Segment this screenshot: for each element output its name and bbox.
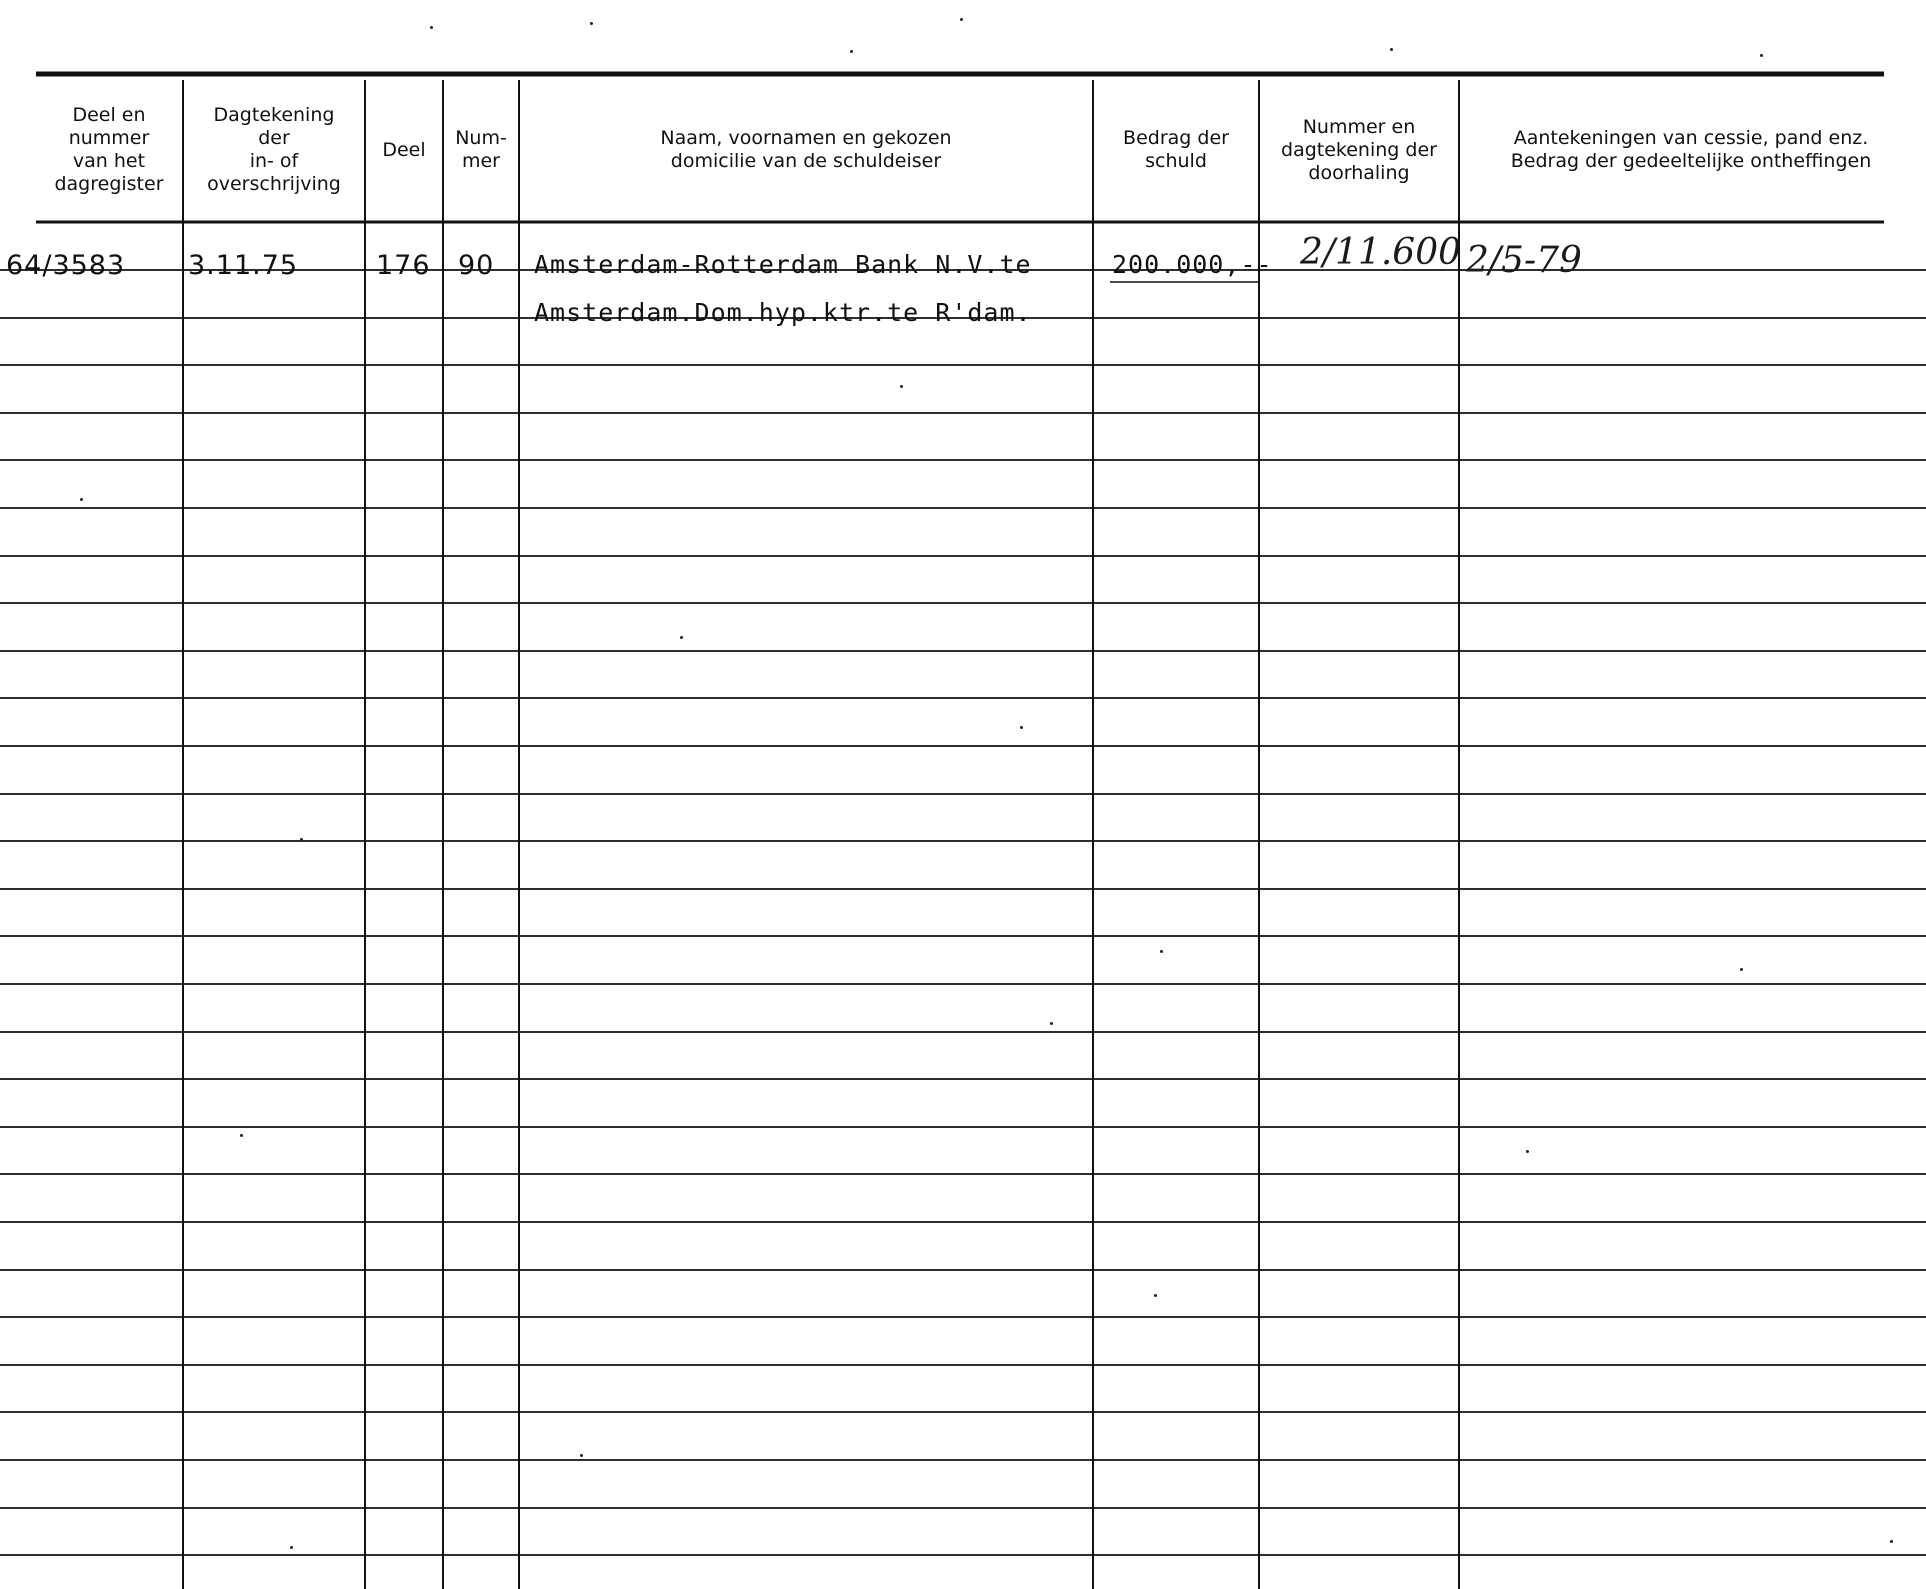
- entry-deel-nummer-dagregister: 64/3583: [6, 250, 126, 281]
- entry-nummer: 90: [458, 250, 495, 281]
- entry-aantekening-handwritten: 2/5-79: [1466, 240, 1582, 281]
- entry-naam-line1: Amsterdam-Rotterdam Bank N.V.te: [534, 250, 1032, 279]
- header-naam: Naam, voornamen en gekozen domicilie van de schuldeiser: [660, 127, 952, 172]
- header-doorhaling: Nummer en dagtekening der doorhaling: [1281, 115, 1437, 184]
- entry-deel: 176: [376, 250, 431, 281]
- header-bedrag: Bedrag der schuld: [1123, 127, 1229, 172]
- header-nummer: Num- mer: [455, 127, 507, 172]
- entry-doorhaling-handwritten: 2/11.600: [1300, 232, 1461, 273]
- entry-bedrag: 200.000,--: [1112, 250, 1273, 279]
- header-deel-en-nummer: Deel en nummer van het dagregister: [54, 104, 164, 195]
- entry-naam-line2: Amsterdam.Dom.hyp.ktr.te R'dam.: [534, 298, 1032, 327]
- header-dagtekening: Dagtekening der in- of overschrijving: [207, 104, 341, 195]
- entry-dagtekening: 3.11.75: [188, 250, 299, 281]
- header-aantekeningen: Aantekeningen van cessie, pand enz. Bedrag der gedeeltelijke ontheffingen: [1510, 127, 1872, 172]
- header-deel: Deel: [382, 138, 426, 161]
